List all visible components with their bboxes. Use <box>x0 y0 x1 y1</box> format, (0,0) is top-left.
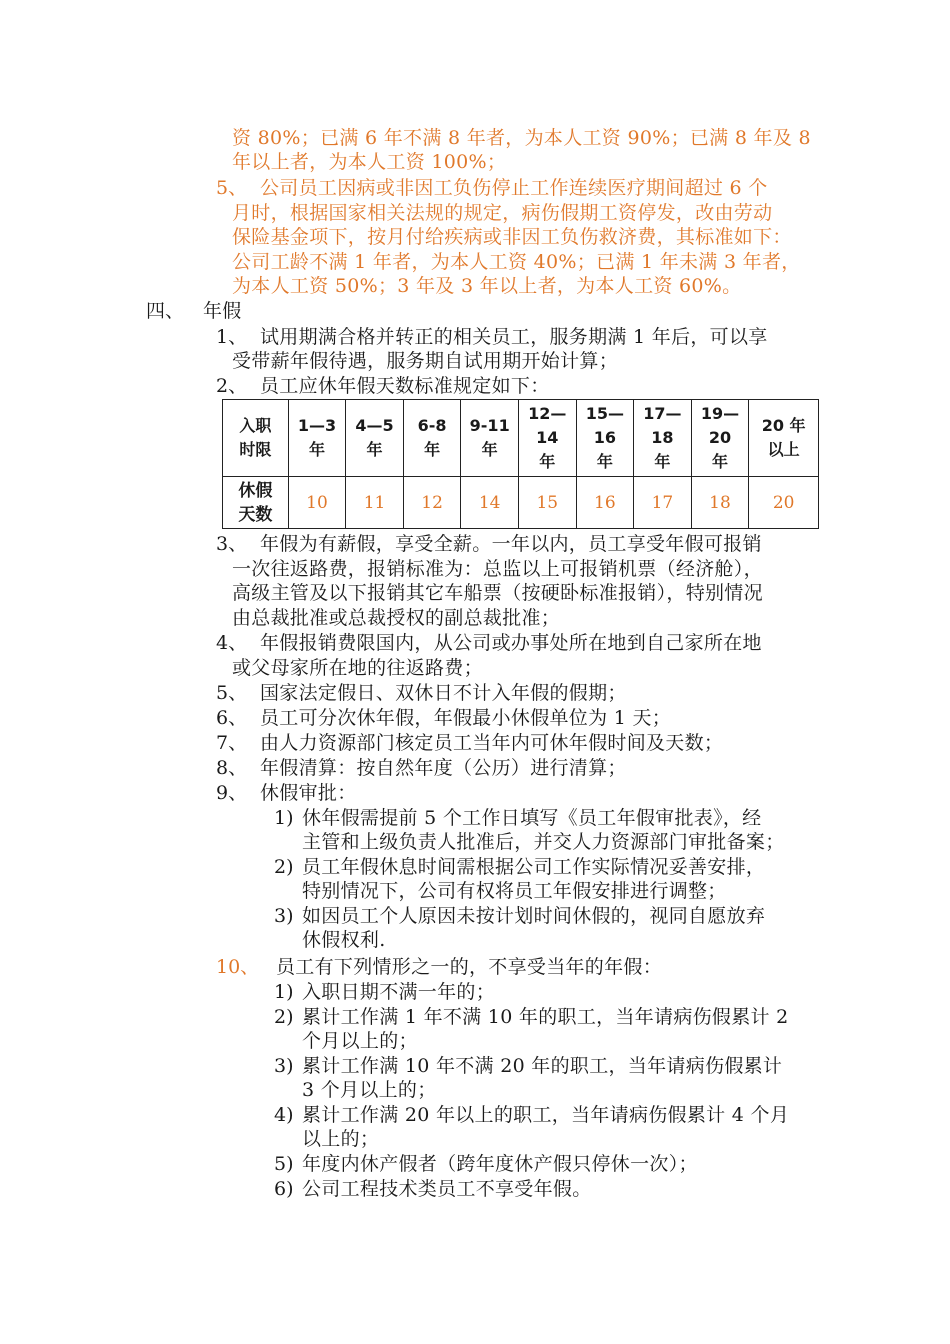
text-line: 年假报销费限国内，从公司或办事处所在地到自己家所在地 <box>260 632 762 654</box>
text-line: 员工有下列情形之一的，不享受当年的年假： <box>276 956 663 978</box>
table-header-cell: 9-11 年 <box>461 400 519 477</box>
list-number: 4、 <box>216 632 248 654</box>
text-line: 累计工作满 20 年以上的职工，当年请病伤假累计 4 个月 <box>302 1104 790 1126</box>
sub-list-number: 3) <box>274 905 294 927</box>
table-row-header: 入职 时限 <box>223 400 289 477</box>
text-line: 3 个月以上的； <box>302 1079 437 1101</box>
table-cell: 16 <box>576 477 634 529</box>
text-line: 员工应休年假天数标准规定如下： <box>260 375 550 397</box>
list-number: 5、 <box>216 177 248 199</box>
sub-list-number: 1) <box>274 981 294 1003</box>
table-cell: 14 <box>461 477 519 529</box>
list-number: 10、 <box>216 956 260 978</box>
text-line: 以上的； <box>302 1128 380 1150</box>
text-line: 高级主管及以下报销其它车船票（按硬卧标准报销），特别情况 <box>232 582 763 604</box>
text-line: 由总裁批准或总裁授权的副总裁批准； <box>232 607 561 629</box>
text-line: 累计工作满 10 年不满 20 年的职工，当年请病伤假累计 <box>302 1055 783 1077</box>
text-line: 月时，根据国家相关法规的规定，病伤假期工资停发，改由劳动 <box>232 202 773 224</box>
sub-list-number: 1) <box>274 807 294 829</box>
text-line: 保险基金项下，按月付给疾病或非因工负伤救济费，其标准如下： <box>232 226 792 248</box>
annual-leave-table <box>222 399 819 529</box>
sub-list-number: 6) <box>274 1178 294 1200</box>
text-line: 试用期满合格并转正的相关员工，服务期满 1 年后，可以享 <box>260 326 768 348</box>
table-header-cell: 15— 16 年 <box>576 400 634 477</box>
list-number: 9、 <box>216 782 248 804</box>
section-title: 年假 <box>203 300 242 322</box>
table-cell: 10 <box>288 477 346 529</box>
table-header-cell: 20 年 以上 <box>749 400 819 477</box>
text-line: 资 80%；已满 6 年不满 8 年者，为本人工资 90%；已满 8 年及 8 <box>232 127 811 149</box>
text-line: 年以上者，为本人工资 100%； <box>232 151 507 173</box>
text-line: 主管和上级负责人批准后，并交人力资源部门审批备案； <box>302 831 785 853</box>
table-cell: 11 <box>346 477 404 529</box>
table-cell: 15 <box>518 477 576 529</box>
text-line: 年假为有薪假，享受全薪。一年以内，员工享受年假可报销 <box>260 533 762 555</box>
text-line: 个月以上的； <box>302 1030 418 1052</box>
list-number: 7、 <box>216 732 248 754</box>
text-line: 入职日期不满一年的； <box>302 981 496 1003</box>
text-line: 休年假需提前 5 个工作日填写《员工年假审批表》，经 <box>302 807 762 829</box>
text-line: 公司工程技术类员工不享受年假。 <box>302 1178 592 1200</box>
table-header-cell: 1—3 年 <box>288 400 346 477</box>
list-number: 1、 <box>216 326 248 348</box>
text-line: 公司工龄不满 1 年者，为本人工资 40%；已满 1 年未满 3 年者， <box>232 251 801 273</box>
table-cell: 20 <box>749 477 819 529</box>
table-header-cell: 4—5 年 <box>346 400 404 477</box>
text-line: 特别情况下，公司有权将员工年假安排进行调整； <box>302 880 727 902</box>
table-row <box>223 400 819 477</box>
table-header-cell: 6-8 年 <box>403 400 461 477</box>
text-line: 受带薪年假待遇，服务期自试用期开始计算； <box>232 350 619 372</box>
section-number: 四、 <box>146 300 185 322</box>
list-number: 5、 <box>216 682 248 704</box>
text-line: 公司员工因病或非因工负伤停止工作连续医疗期间超过 6 个 <box>260 177 768 199</box>
text-line: 国家法定假日、双休日不计入年假的假期； <box>260 682 627 704</box>
table-header-cell: 12— 14 年 <box>518 400 576 477</box>
list-number: 6、 <box>216 707 248 729</box>
list-number: 2、 <box>216 375 248 397</box>
sub-list-number: 4) <box>274 1104 294 1126</box>
text-line: 年假清算：按自然年度（公历）进行清算； <box>260 757 627 779</box>
text-line: 由人力资源部门核定员工当年内可休年假时间及天数； <box>260 732 724 754</box>
table-header-cell: 17— 18 年 <box>634 400 692 477</box>
text-line: 休假审批： <box>260 782 357 804</box>
text-line: 或父母家所在地的往返路费； <box>232 657 483 679</box>
sub-list-number: 2) <box>274 1006 294 1028</box>
text-line: 累计工作满 1 年不满 10 年的职工，当年请病伤假累计 2 <box>302 1006 789 1028</box>
text-line: 如因员工个人原因未按计划时间休假的，视同自愿放弃 <box>302 905 766 927</box>
text-line: 休假权利. <box>302 929 386 951</box>
text-line: 年度内休产假者（跨年度休产假只停休一次）； <box>302 1153 698 1175</box>
text-line: 为本人工资 50%；3 年及 3 年以上者，为本人工资 60%。 <box>232 275 742 297</box>
list-number: 8、 <box>216 757 248 779</box>
sub-list-number: 3) <box>274 1055 294 1077</box>
table-cell: 17 <box>634 477 692 529</box>
list-number: 3、 <box>216 533 248 555</box>
table-cell: 18 <box>691 477 749 529</box>
table-row-header: 休假 天数 <box>223 477 289 529</box>
sub-list-number: 2) <box>274 856 294 878</box>
sub-list-number: 5) <box>274 1153 294 1175</box>
table-header-cell: 19— 20 年 <box>691 400 749 477</box>
table-cell: 12 <box>403 477 461 529</box>
text-line: 一次往返路费，报销标准为：总监以上可报销机票（经济舱）， <box>232 558 763 580</box>
text-line: 员工年假休息时间需根据公司工作实际情况妥善安排， <box>302 856 766 878</box>
table-row <box>223 477 819 529</box>
text-line: 员工可分次休年假，年假最小休假单位为 1 天； <box>260 707 672 729</box>
